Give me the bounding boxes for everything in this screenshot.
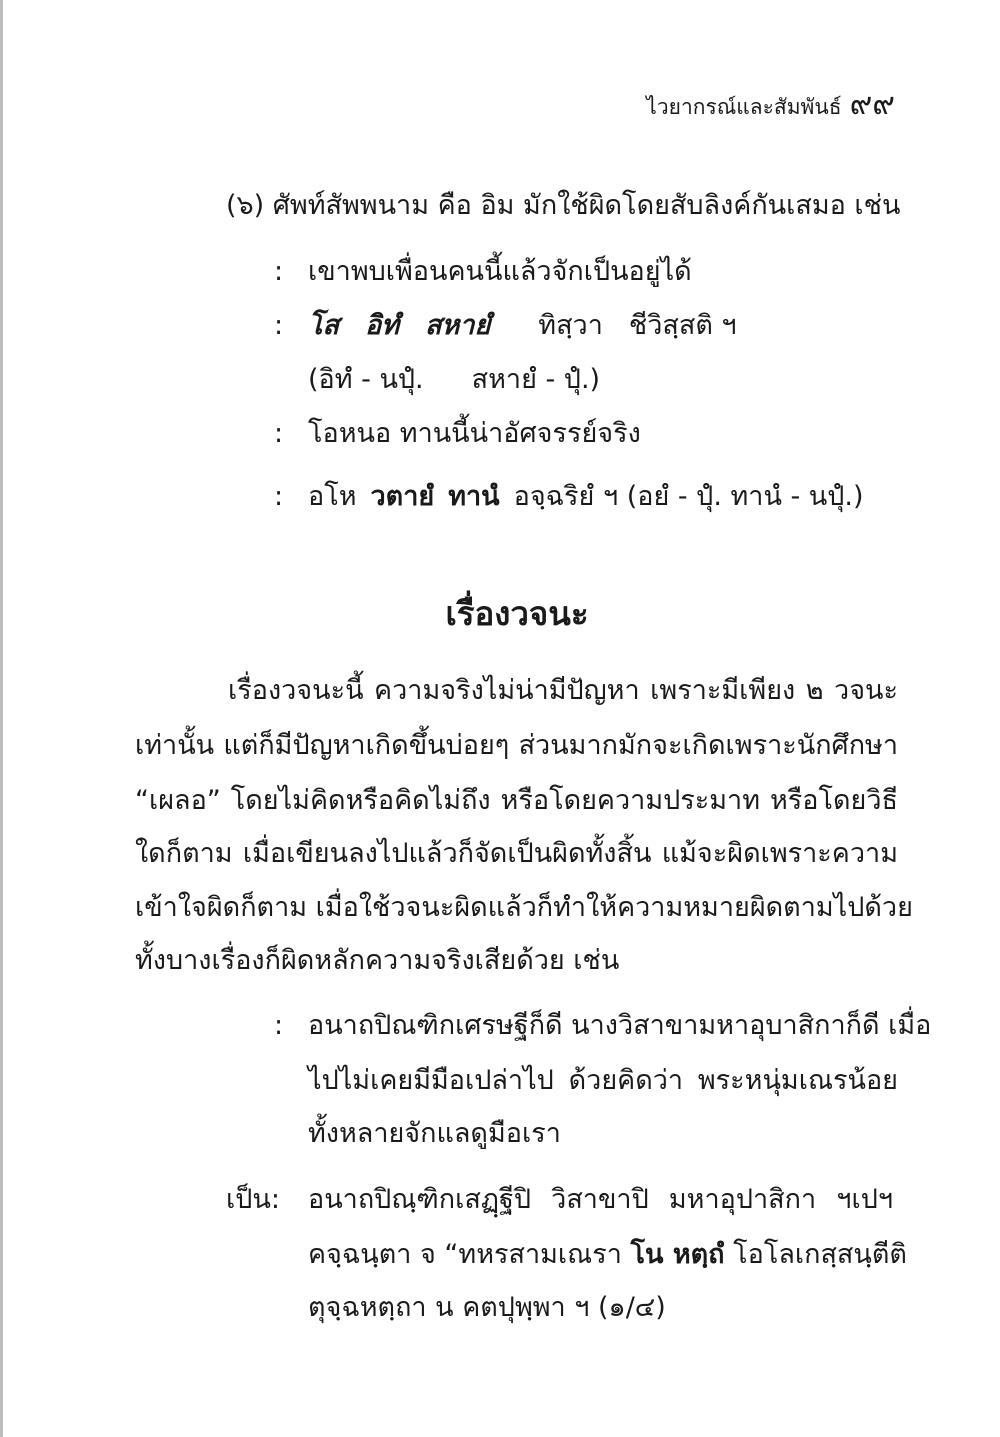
example-pali-2	[308, 479, 864, 515]
pali-segment-bold: โน หตฺถํ	[630, 1239, 725, 1270]
pali-word: อจฺฉริยํ ฯ (อยํ - ปุํ. ทานํ - นปุํ.)	[513, 481, 864, 512]
page-edge	[0, 0, 3, 1437]
pali-word: อโห	[308, 481, 357, 512]
quote-line: อนาถปิณฑิกเศรษฐีก็ดี นางวิสาขามหาอุบาสิกาก็ดี เมื่อ	[308, 1010, 932, 1041]
paragraph-line: ทั้งบางเรื่องก็ผิดหลักความจริงเสียด้วย เช่น	[135, 945, 620, 976]
paragraph-line: ใดก็ตาม เมื่อเขียนลงไปแล้วก็จัดเป็นผิดทั้งสิ้น แม้จะผิดเพราะความ	[135, 838, 898, 869]
example-thai-1: เขาพบเพื่อนคนนี้แล้วจักเป็นอยู่ได้	[308, 256, 692, 287]
example-thai-2: โอหนอ ทานนี้น่าอัศจรรย์จริง	[308, 418, 641, 449]
grammar-note-part: สหายํ - ปุํ.)	[471, 364, 601, 395]
quote-line: ไปไม่เคยมีมือเปล่าไป ด้วยคิดว่า พระหนุ่มเณรน้อย	[308, 1065, 898, 1096]
grammar-note-1	[308, 362, 600, 398]
example-colon: :	[274, 310, 284, 341]
paragraph-line: เท่านั้น แต่ก็มีปัญหาเกิดขึ้นบ่อยๆ ส่วนมากมักจะเกิดเพราะนักศึกษา	[135, 730, 898, 761]
page-number: ๙๙	[849, 86, 895, 122]
section-heading: เรื่องวจนะ	[445, 594, 589, 633]
example-colon: :	[274, 418, 284, 449]
wrong-form-label: เป็น:	[226, 1184, 280, 1215]
pali-line: ตุจฺฉหตฺถา น คตปุพฺพา ฯ (๑/๔)	[308, 1292, 666, 1323]
quote-line: ทั้งหลายจักแลดูมือเรา	[308, 1118, 561, 1149]
item-6-intro: (๖) ศัพท์สัพพนาม คือ อิม มักใช้ผิดโดยสับลิงค์กันเสมอ เช่น	[226, 190, 901, 221]
pali-line	[308, 1237, 907, 1273]
example-pali-1	[308, 308, 737, 344]
running-title: ไวยากรณ์และสัมพันธ์	[646, 95, 842, 119]
running-header	[646, 78, 895, 128]
paragraph-line: “เผลอ” โดยไม่คิดหรือคิดไม่ถึง หรือโดยความประมาท หรือโดยวิธี	[135, 785, 898, 816]
pali-segment: โอโลเกสฺสนฺตีติ	[733, 1239, 907, 1270]
pali-word-bold: ทานํ	[448, 481, 500, 512]
pali-line: อนาถปิณฺฑิกเสฏฺฐีปิ วิสาขาปิ มหาอุปาสิกา ฯเปฯ	[308, 1184, 893, 1215]
pali-segment: คจฺฉนฺตา จ “ทหรสามเณรา	[308, 1239, 622, 1270]
paragraph-line: เรื่องวจนะนี้ ความจริงไม่น่ามีปัญหา เพราะมีเพียง ๒ วจนะ	[228, 675, 898, 706]
example-colon: :	[274, 256, 284, 287]
pali-word-bold: วตายํ	[370, 481, 435, 512]
grammar-note-part: (อิทํ - นปุํ.	[308, 364, 424, 395]
paragraph-line: เข้าใจผิดก็ตาม เมื่อใช้วจนะผิดแล้วก็ทำให้ความหมายผิดตามไปด้วย	[135, 892, 913, 923]
pali-word: ทิสฺวา	[538, 310, 603, 341]
pali-word: สหายํ	[425, 310, 491, 341]
example-colon: :	[274, 481, 284, 512]
pali-word: โส	[308, 310, 339, 341]
pali-word: อิทํ	[364, 310, 399, 341]
pali-word: ชีวิสฺสติ ฯ	[628, 310, 737, 341]
example-colon: :	[274, 1010, 284, 1041]
